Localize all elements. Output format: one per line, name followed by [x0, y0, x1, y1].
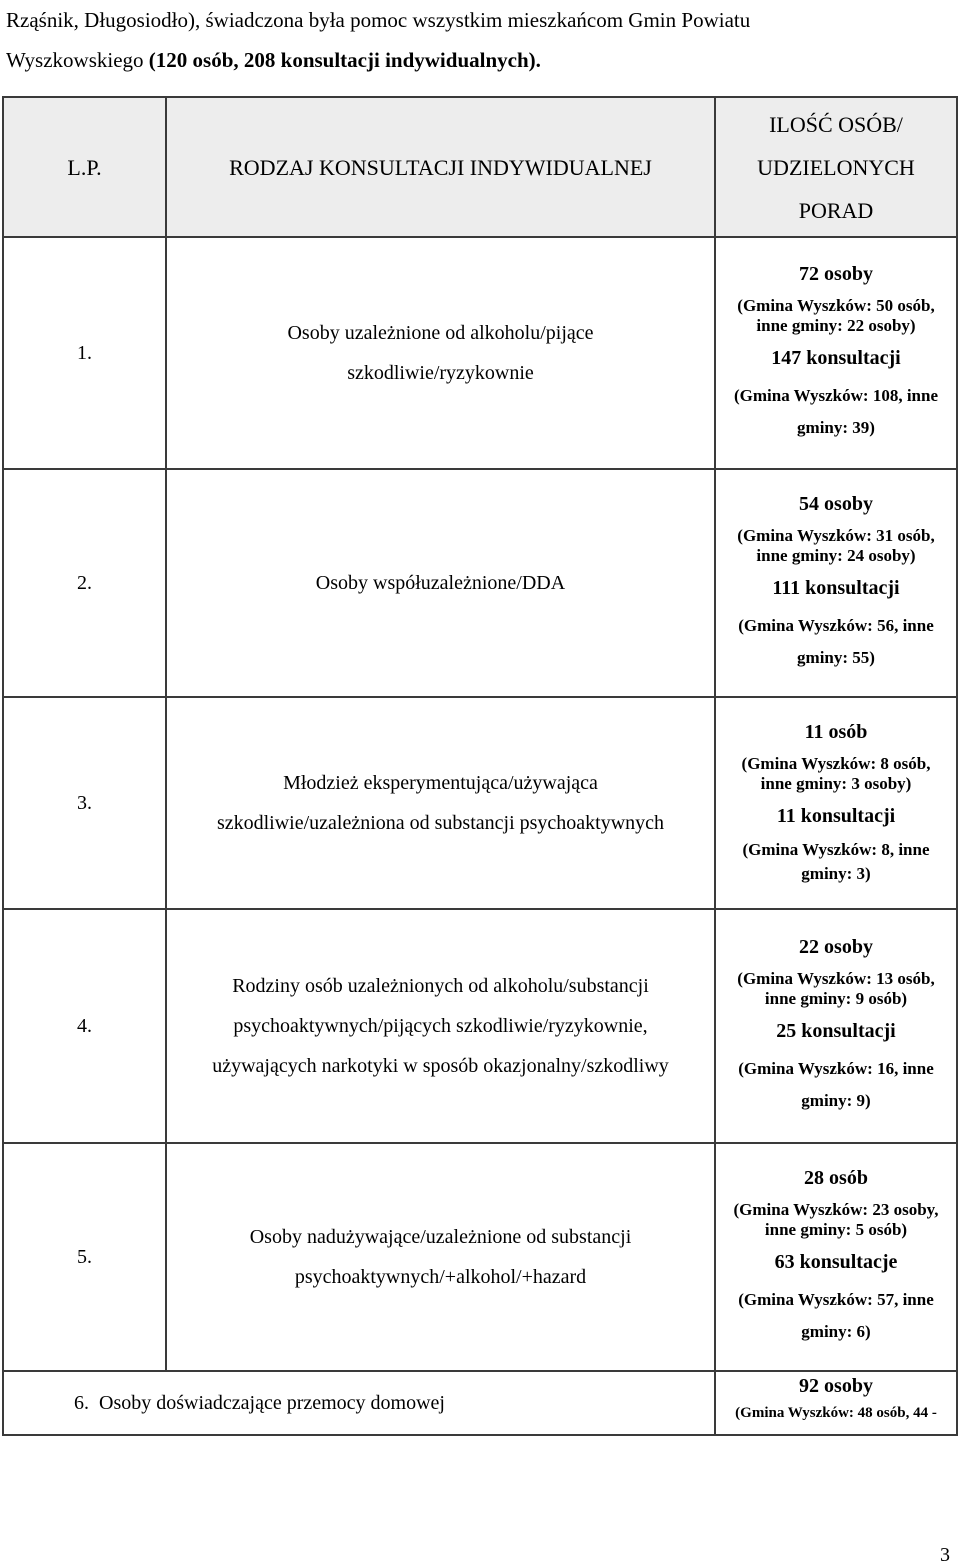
row-persons-detail-2: inne gminy: 22 osoby)	[756, 316, 916, 335]
table-row	[3, 469, 957, 697]
row-consult: 111 konsultacji	[772, 577, 900, 600]
row-count	[715, 697, 957, 909]
row-lp: 1.	[3, 237, 166, 469]
row-consult-detail: (Gmina Wyszków: 108, inne gminy: 39)	[733, 386, 939, 438]
row-persons: 11 osób	[804, 720, 868, 743]
row-persons-detail	[716, 292, 956, 341]
row-desc	[166, 237, 715, 469]
row-desc-line: używających narkotyki w sposób okazjonalny/szkodliwy	[212, 1055, 669, 1077]
row-desc-line: psychoaktywnych/pijących szkodliwie/ryzykownie,	[233, 1015, 648, 1037]
row-persons-detail	[716, 1196, 956, 1245]
row-desc	[166, 909, 715, 1143]
header-lp: L.P.	[3, 97, 166, 237]
row-persons-detail-2: inne gminy: 24 osoby)	[756, 546, 916, 565]
row-lp: 4.	[3, 909, 166, 1143]
row-desc-line: Osoby współuzależnione/DDA	[315, 572, 566, 594]
page-number: 3	[940, 1544, 950, 1566]
row-consult-detail: (Gmina Wyszków: 57, inne gminy: 6)	[738, 1290, 934, 1342]
row-consult: 63 konsultacje	[774, 1251, 898, 1274]
header-count-line-1: ILOŚĆ OSÓB/	[769, 111, 903, 137]
header-count-line-3: PORAD	[798, 197, 874, 223]
row-persons: 28 osób	[804, 1166, 868, 1189]
row-count	[715, 1143, 957, 1371]
row-consult: 147 konsultacji	[771, 347, 901, 370]
row-desc-line: Osoby uzależnione od alkoholu/pijące	[287, 322, 594, 344]
row-persons-detail-1: (Gmina Wyszków: 31 osób,	[737, 525, 935, 545]
row-desc	[166, 1143, 715, 1371]
row-persons-detail-1: (Gmina Wyszków: 23 osoby,	[733, 1199, 939, 1219]
row-lp-desc-text: 6. Osoby doświadczające przemocy domowej	[74, 1392, 445, 1414]
row-lp: 5.	[3, 1143, 166, 1371]
row-consult: 25 konsultacji	[776, 1020, 896, 1043]
consultation-table	[2, 96, 958, 1436]
row-count	[715, 469, 957, 697]
row-consult-detail: (Gmina Wyszków: 16, inne gminy: 9)	[738, 1059, 934, 1111]
row-count	[715, 237, 957, 469]
row-persons-detail-1: (Gmina Wyszków: 50 osób,	[737, 295, 935, 315]
row-desc-line: Osoby nadużywające/uzależnione od substancji	[249, 1226, 632, 1248]
header-count	[715, 97, 957, 237]
table-row-last	[3, 1371, 957, 1435]
row-desc-line: szkodliwie/ryzykownie	[347, 362, 534, 384]
row-desc-line: psychoaktywnych/+alkohol/+hazard	[294, 1266, 587, 1288]
row-desc-line: Rodziny osób uzależnionych od alkoholu/substancji	[232, 975, 649, 997]
table-row	[3, 909, 957, 1143]
row-persons-detail	[716, 750, 956, 799]
intro-line-2	[6, 40, 956, 80]
row-persons: 54 osoby	[799, 492, 873, 515]
row-persons-detail	[716, 522, 956, 571]
row-persons-detail-2: inne gminy: 9 osób)	[764, 989, 908, 1008]
row-lp-desc	[3, 1371, 715, 1435]
table-row	[3, 697, 957, 909]
row-persons-detail-2: inne gminy: 5 osób)	[764, 1220, 908, 1239]
row-persons: 22 osoby	[799, 935, 873, 958]
row-desc-line: Młodzież eksperymentująca/używająca	[283, 772, 598, 794]
row-persons-detail	[716, 965, 956, 1014]
row-persons-detail: (Gmina Wyszków: 48 osób, 44 -	[735, 1405, 937, 1421]
row-lp: 2.	[3, 469, 166, 697]
row-lp: 3.	[3, 697, 166, 909]
intro-line-1: Rząśnik, Długosiodło), świadczona była pomoc wszystkim mieszkańcom Gmin Powiatu	[6, 8, 751, 32]
intro-line-2-plain: Wyszkowskiego	[6, 48, 149, 72]
row-desc-line: szkodliwie/uzależniona od substancji psychoaktywnych	[216, 812, 665, 834]
row-persons-detail-2: inne gminy: 3 osoby)	[760, 774, 912, 793]
table-row	[3, 237, 957, 469]
row-persons: 72 osoby	[799, 262, 873, 285]
row-consult-detail: (Gmina Wyszków: 8, inne gminy: 3)	[742, 840, 930, 884]
intro-paragraph	[6, 0, 956, 80]
row-persons-detail-1: (Gmina Wyszków: 13 osób,	[737, 968, 935, 988]
row-persons: 92 osoby	[799, 1375, 873, 1397]
row-desc	[166, 697, 715, 909]
row-desc	[166, 469, 715, 697]
row-consult: 11 konsultacji	[776, 805, 896, 828]
intro-line-2-bold: (120 osób, 208 konsultacji indywidualnych).	[148, 48, 541, 72]
header-count-line-2: UDZIELONYCH	[757, 154, 915, 180]
row-consult-detail: (Gmina Wyszków: 56, inne gminy: 55)	[738, 616, 934, 668]
row-count	[715, 909, 957, 1143]
row-persons-detail-1: (Gmina Wyszków: 8 osób,	[741, 753, 931, 773]
header-type: RODZAJ KONSULTACJI INDYWIDUALNEJ	[166, 97, 715, 237]
row-count	[715, 1371, 957, 1435]
table-header-row	[3, 97, 957, 237]
table-row	[3, 1143, 957, 1371]
